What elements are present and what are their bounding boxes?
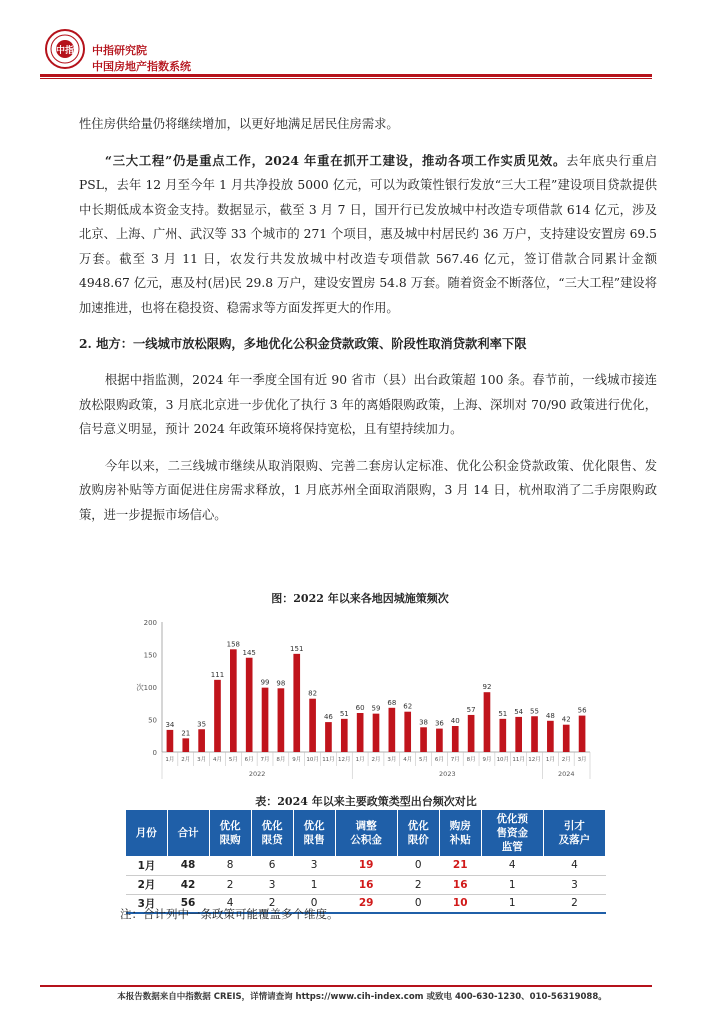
bar [167, 730, 174, 752]
data-label: 68 [387, 698, 397, 707]
category-label: 2月 [181, 757, 191, 763]
bar [198, 729, 205, 752]
bar [214, 680, 221, 752]
data-label: 158 [226, 640, 241, 649]
paragraph-4: 今年以来，二三线城市继续从取消限购、完善二套房认定标准、优化公积金贷款政策、优化限售、发放购房补贴等方面促进住房需求释放，1 月底苏州全面取消限购，3 月 14 日，杭州取消了二手房限购政策，进一步提振市场信心。 [79, 458, 657, 522]
policy-frequency-chart [120, 590, 600, 790]
table-row [126, 875, 606, 894]
table-cell: 2 [397, 875, 439, 894]
category-label: 8月 [276, 757, 286, 763]
table-title: 表：2024 年以来主要政策类型出台频次对比 [255, 795, 477, 808]
bar [452, 726, 459, 752]
table-cell: 1 [293, 875, 335, 894]
table-header-cell: 合计 [167, 810, 209, 856]
table-cell: 4 [209, 894, 251, 913]
bar [341, 719, 348, 752]
data-label: 99 [260, 678, 270, 687]
category-label: 3月 [197, 757, 207, 763]
category-label: 12月 [338, 757, 351, 763]
category-label: 5月 [419, 757, 429, 763]
chart-svg [120, 606, 600, 792]
year-group-label: 2022 [248, 770, 266, 778]
category-label: 4月 [403, 757, 413, 763]
report-body [79, 112, 657, 527]
data-label: 54 [514, 707, 524, 716]
data-label: 111 [210, 670, 225, 679]
bar [246, 658, 253, 752]
bar [484, 692, 491, 752]
bar [468, 715, 475, 752]
footer-text: 本报告数据来自中指数据 CREIS，详情请查询 https://www.cih-index.com 或致电 400-630-1230、010-56319088。 [117, 992, 607, 1002]
year-group-label: 2024 [557, 770, 575, 778]
table-header-cell: 优化 限售 [293, 810, 335, 856]
data-label: 60 [355, 704, 365, 712]
table-cell: 4 [543, 856, 605, 875]
category-label: 7月 [450, 757, 460, 763]
table-cell: 48 [167, 856, 209, 875]
table-header-row [126, 810, 606, 856]
category-label: 5月 [228, 757, 238, 763]
bar [499, 719, 506, 752]
table-header-cell: 优化 限贷 [251, 810, 293, 856]
data-label: 57 [466, 705, 476, 714]
table-header-cell: 优化 限价 [397, 810, 439, 856]
category-label: 6月 [434, 757, 444, 763]
data-label: 98 [276, 679, 286, 688]
bar [404, 712, 411, 752]
category-label: 12月 [528, 757, 541, 763]
data-label: 36 [434, 719, 444, 728]
category-label: 9月 [482, 757, 492, 763]
table-cell: 1 [481, 875, 543, 894]
data-label: 38 [419, 718, 429, 727]
table-cell: 0 [397, 894, 439, 913]
paragraph-1: 性住房供给量仍将继续增加，以更好地满足居民住房需求。 [79, 117, 399, 131]
table-cell: 29 [335, 894, 397, 913]
cih-logo-icon [44, 28, 86, 70]
category-label: 2月 [561, 757, 571, 763]
table-cell: 56 [167, 894, 209, 913]
bar [262, 688, 269, 752]
category-label: 9月 [292, 757, 302, 763]
bar [278, 688, 285, 752]
table-cell: 19 [335, 856, 397, 875]
table-cell: 10 [439, 894, 481, 913]
table-header-cell: 优化 限购 [209, 810, 251, 856]
table-cell: 4 [481, 856, 543, 875]
table-header-cell: 调整 公积金 [335, 810, 397, 856]
paragraph-2-text: 去年底央行重启 PSL，去年 12 月至今年 1 月共净投放 5000 亿元，可以为政策性银行发放“三大工程”建设项目贷款提供中长期低成本资金支持。数据显示，截至 3 月 7 日，国开行已发放城中村改造专项借款 614 亿元，涉及北京、上海、广州、武汉等 33 个城市的 271 个项目，惠及城中村居民约 36 万户，支持建设安置房 69.5 万套。截至 3 月 11 日，农发行共发放城中村改造专项借款 567.46 亿元，签订借款合同累计金额 4948.67 亿元，惠及村(居)民 29.8 万户，建设安置房 54.8 万套。随着资金不断落位，“三大工程”建设将加速推进，也将在稳投资、稳需求等方面发挥更大的作用。 [79, 153, 657, 315]
category-label: 7月 [260, 757, 270, 763]
category-label: 1月 [165, 757, 175, 763]
table-cell: 0 [397, 856, 439, 875]
bar [563, 725, 570, 752]
table-cell: 3月 [126, 894, 167, 913]
bar [373, 714, 380, 752]
table-row [126, 856, 606, 875]
page-header [0, 0, 724, 80]
table-header-cell: 购房 补贴 [439, 810, 481, 856]
bar [531, 716, 538, 752]
data-label: 59 [371, 704, 381, 713]
paragraph-2 [79, 149, 657, 321]
y-tick-label: 150 [143, 651, 157, 660]
category-label: 1月 [355, 757, 365, 763]
table-note: 注：合计列中一条政策可能覆盖多个维度。 [120, 907, 339, 921]
category-label: 3月 [577, 757, 587, 763]
section-heading: 2. 地方：一线城市放松限购，多地优化公积金贷款政策、阶段性取消贷款利率下限 [79, 336, 527, 351]
data-label: 151 [290, 644, 304, 653]
table-cell: 21 [439, 856, 481, 875]
category-label: 11月 [322, 757, 335, 763]
bar [579, 716, 586, 752]
chart-title: 图：2022 年以来各地因城施策频次 [271, 592, 449, 605]
y-tick-label: 200 [143, 619, 157, 627]
table-header-cell: 月份 [126, 810, 167, 856]
data-label: 51 [339, 709, 349, 718]
data-label: 82 [308, 689, 318, 698]
bar [182, 738, 189, 752]
table-cell: 2 [543, 894, 605, 913]
data-label: 46 [323, 713, 333, 722]
table-cell: 6 [251, 856, 293, 875]
data-label: 40 [450, 717, 460, 725]
category-label: 11月 [512, 757, 525, 763]
table-cell: 3 [293, 856, 335, 875]
bar [325, 722, 332, 752]
table-cell: 42 [167, 875, 209, 894]
bar [436, 729, 443, 752]
data-label: 92 [482, 683, 492, 692]
table-header-cell: 引才 及落户 [543, 810, 605, 856]
table-cell: 1 [481, 894, 543, 913]
table-header-cell: 优化预 售资金 监管 [481, 810, 543, 856]
org-name: 中指研究院 [92, 44, 147, 57]
header-divider [40, 74, 652, 77]
paragraph-2-lead: “三大工程”仍是重点工作，2024 年重在抓开工建设，推动各项工作实质见效。 [104, 152, 567, 168]
paragraph-3: 根据中指监测，2024 年一季度全国有近 90 省市（县）出台政策超 100 条。春节前，一线城市接连放松限购政策，3 月底北京进一步优化了执行 3 年的离婚限购政策，上海、深圳对 70/90 政策进行优化，信号意义明显，预计 2024 年政策环境将保持宽松，且有望持续加力。 [79, 373, 657, 436]
table-cell: 2月 [126, 875, 167, 894]
data-label: 21 [181, 729, 191, 738]
table-cell: 16 [439, 875, 481, 894]
category-label: 6月 [244, 757, 254, 763]
org-subtitle: 中国房地产指数系统 [92, 60, 191, 73]
data-label: 35 [197, 720, 207, 729]
table-cell: 2 [209, 875, 251, 894]
data-label: 62 [403, 702, 413, 711]
table-cell: 0 [293, 894, 335, 913]
bar [230, 649, 237, 752]
table-cell: 3 [251, 875, 293, 894]
year-group-label: 2023 [439, 770, 456, 778]
bar [357, 713, 364, 752]
data-label: 51 [498, 709, 508, 718]
table-body [126, 856, 606, 913]
y-tick-label: 50 [148, 716, 157, 725]
table-cell: 1月 [126, 856, 167, 875]
table-cell: 2 [251, 894, 293, 913]
data-label: 145 [242, 648, 256, 657]
data-label: 56 [577, 706, 587, 715]
data-label: 34 [165, 720, 175, 729]
data-label: 42 [561, 715, 571, 724]
category-label: 3月 [387, 757, 397, 763]
policy-table [126, 810, 606, 914]
table-cell: 16 [335, 875, 397, 894]
category-label: 8月 [466, 757, 476, 763]
footer-divider [40, 985, 652, 987]
category-label: 1月 [545, 757, 555, 763]
y-tick-label: 100 [143, 684, 157, 692]
data-label: 55 [530, 707, 539, 716]
bar [309, 699, 316, 752]
y-tick-label: 0 [152, 749, 157, 757]
logo-text: 中指 [55, 46, 75, 56]
bar [547, 721, 554, 752]
category-label: 2月 [371, 757, 381, 763]
table-cell: 3 [543, 875, 605, 894]
bar [515, 717, 522, 752]
bar [389, 708, 396, 752]
category-label: 10月 [496, 757, 510, 763]
y-axis-label: 次 [136, 683, 144, 692]
table-cell: 8 [209, 856, 251, 875]
header-divider-thin [40, 78, 652, 79]
data-label: 48 [545, 711, 555, 720]
category-label: 10月 [306, 757, 319, 763]
bar [293, 654, 300, 752]
bar [420, 727, 427, 752]
category-label: 4月 [212, 757, 222, 763]
